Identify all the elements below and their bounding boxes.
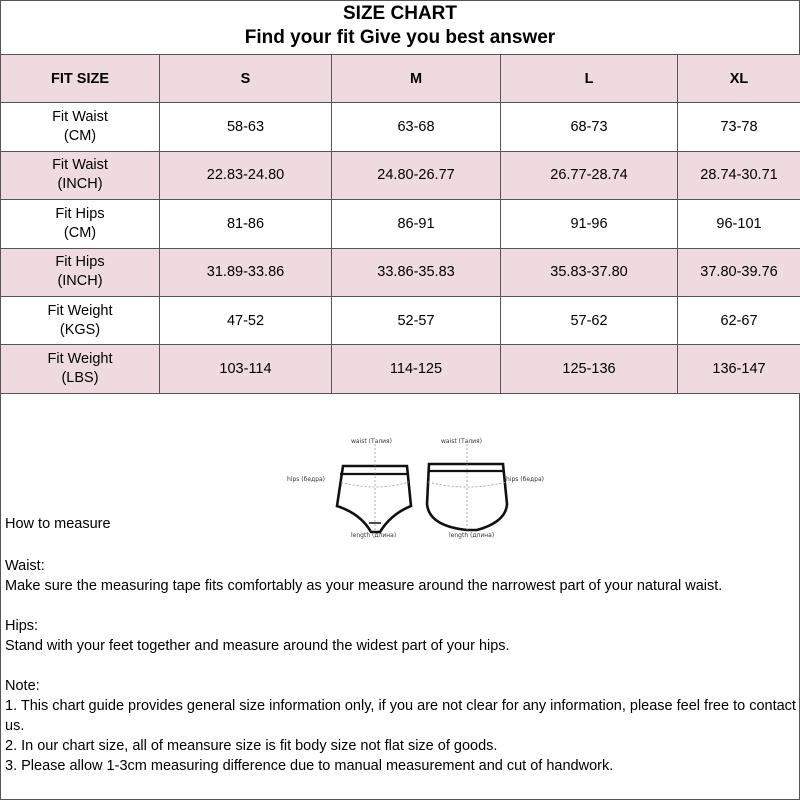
table-cell: 86-91 (332, 200, 501, 248)
table-cell: 73-78 (678, 103, 800, 151)
table-row (1, 248, 800, 296)
chart-title: SIZE CHART (343, 3, 457, 24)
table-cell: 103-114 (160, 345, 332, 393)
instructions-text (5, 556, 799, 776)
table-row (1, 103, 800, 151)
table-cell: 81-86 (160, 200, 332, 248)
length-label-back: length (длина) (449, 532, 495, 539)
table-cell: 31.89-33.86 (160, 248, 332, 296)
size-table (0, 54, 800, 394)
waist-instruction: Make sure the measuring tape fits comfortably as your measure around the narrowest part of your natural waist. (5, 578, 723, 594)
table-header-row (1, 55, 800, 103)
table-cell: 26.77-28.74 (501, 151, 678, 199)
table-cell: 136-147 (678, 345, 800, 393)
row-label-name: Fit Weight (47, 302, 113, 319)
column-header: XL (678, 55, 800, 103)
table-row (1, 345, 800, 393)
row-label-name: Fit Waist (52, 109, 108, 126)
hips-heading: Hips: (5, 618, 39, 634)
table-cell: 63-68 (332, 103, 501, 151)
table-cell: 52-57 (332, 296, 501, 344)
waist-label-back: waist (Талия) (441, 438, 483, 445)
row-label-unit: (LBS) (61, 370, 99, 387)
table-cell: 62-67 (678, 296, 800, 344)
table-cell: 47-52 (160, 296, 332, 344)
table-cell: 24.80-26.77 (332, 151, 501, 199)
spacer (5, 656, 799, 676)
table-cell: 58-63 (160, 103, 332, 151)
table-row (1, 200, 800, 248)
table-cell: 22.83-24.80 (160, 151, 332, 199)
table-cell: 57-62 (501, 296, 678, 344)
underwear-diagram-illustration (281, 434, 561, 544)
hips-label-front: hips (бедра) (287, 476, 326, 483)
chart-subtitle: Find your fit Give you best answer (244, 27, 556, 48)
row-label-name: Fit Waist (52, 157, 108, 174)
note-item: 1. This chart guide provides general size information only, if you are not clear for any information, please feel free to contact us. (5, 698, 796, 734)
measure-guide (0, 394, 800, 800)
waist-heading: Waist: (5, 558, 45, 574)
chart-header (0, 0, 800, 54)
table-cell: 91-96 (501, 200, 678, 248)
how-to-measure-heading: How to measure (5, 516, 111, 532)
row-label-name: Fit Hips (55, 205, 105, 222)
table-cell: 33.86-35.83 (332, 248, 501, 296)
column-header: S (160, 55, 332, 103)
note-item: 2. In our chart size, all of meansure size is fit body size not flat size of goods. (5, 738, 498, 754)
table-cell: 37.80-39.76 (678, 248, 800, 296)
table-row (1, 151, 800, 199)
row-label (1, 200, 160, 248)
hips-instruction: Stand with your feet together and measure around the widest part of your hips. (5, 638, 510, 654)
row-label (1, 345, 160, 393)
column-header: FIT SIZE (1, 55, 160, 103)
row-label (1, 248, 160, 296)
row-label-name: Fit Weight (47, 351, 113, 368)
table-cell: 35.83-37.80 (501, 248, 678, 296)
measurement-diagram (281, 434, 561, 544)
row-label-name: Fit Hips (55, 254, 105, 271)
column-header: M (332, 55, 501, 103)
table-cell: 125-136 (501, 345, 678, 393)
front-brief-shape (337, 466, 411, 532)
table-cell: 114-125 (332, 345, 501, 393)
row-label (1, 103, 160, 151)
table-cell: 96-101 (678, 200, 800, 248)
row-label (1, 296, 160, 344)
spacer (5, 596, 799, 616)
row-label-unit: (INCH) (57, 273, 103, 290)
length-label-front: length (длина) (351, 532, 397, 539)
row-label-unit: (CM) (63, 224, 97, 241)
note-item: 3. Please allow 1-3cm measuring difference due to manual measurement and cut of handwork. (5, 758, 614, 774)
row-label-unit: (INCH) (57, 176, 103, 193)
waist-label-front: waist (Талия) (351, 438, 393, 445)
row-label-unit: (KGS) (59, 321, 101, 338)
hips-label-back: hips (бедра) (506, 476, 545, 483)
table-row (1, 296, 800, 344)
table-cell: 68-73 (501, 103, 678, 151)
table-cell: 28.74-30.71 (678, 151, 800, 199)
note-heading: Note: (5, 678, 40, 694)
row-label-unit: (CM) (63, 128, 97, 145)
row-label (1, 151, 160, 199)
column-header: L (501, 55, 678, 103)
